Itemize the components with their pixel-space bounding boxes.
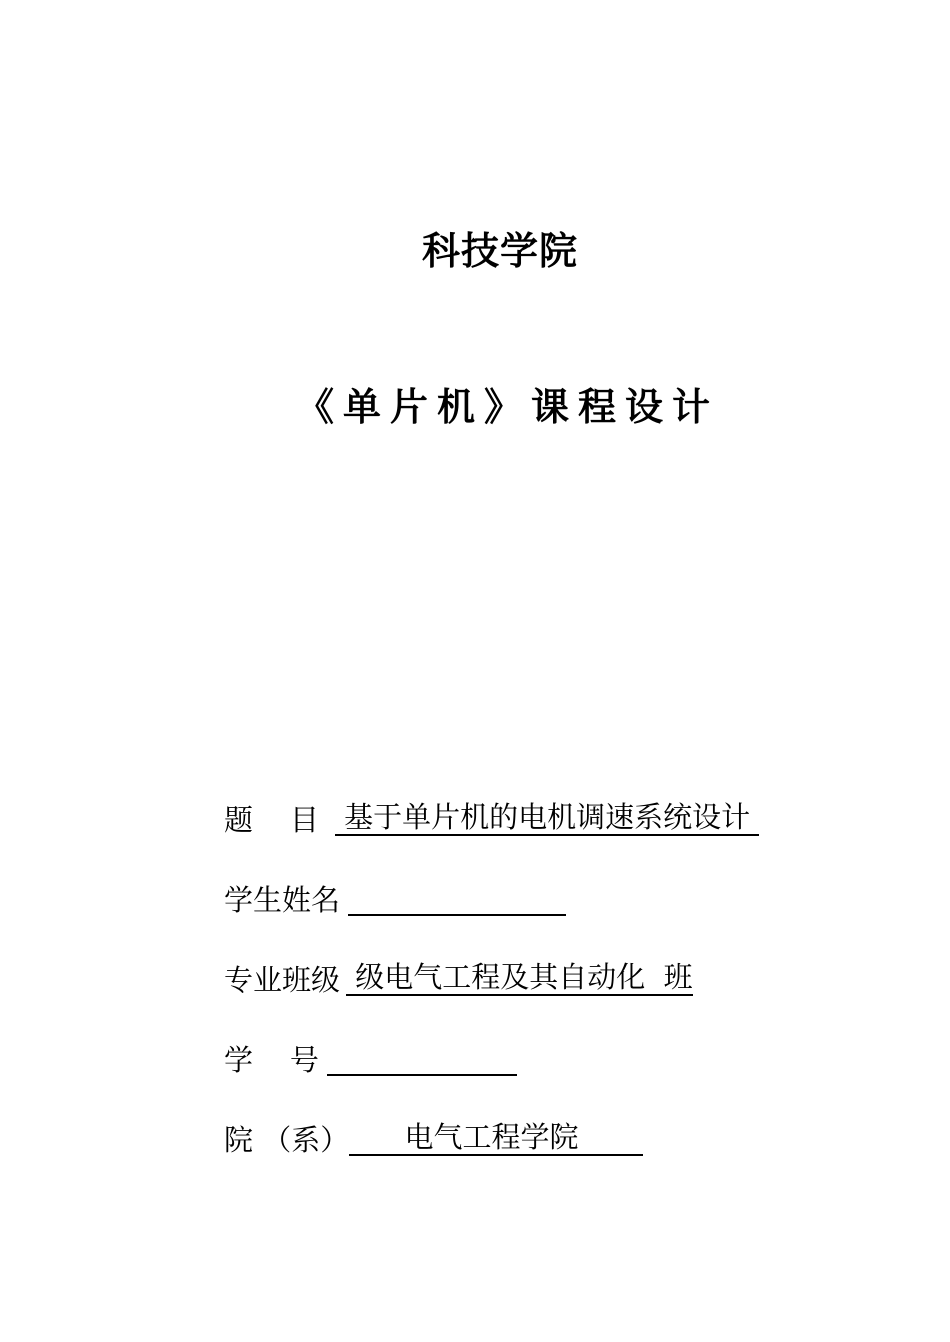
student-id-row xyxy=(224,1040,517,1080)
class-value: 级电气工程及其自动化 班 xyxy=(346,960,693,994)
class-label: 专业班级 xyxy=(224,963,341,997)
course-title: 《单片机》课程设计 xyxy=(295,384,719,429)
topic-label: 题 目 xyxy=(224,803,319,837)
student-name-field xyxy=(348,880,566,916)
topic-row xyxy=(224,800,759,840)
department-row xyxy=(224,1120,643,1160)
student-name-label: 学生姓名 xyxy=(224,883,341,917)
student-id-label: 学 号 xyxy=(224,1043,319,1077)
topic-value: 基于单片机的电机调速系统设计 xyxy=(334,800,760,834)
class-row xyxy=(224,960,693,1000)
school-name: 科技学院 xyxy=(421,229,578,273)
department-label: 院 （系） xyxy=(224,1123,350,1157)
student-name-row xyxy=(224,880,566,920)
student-id-field xyxy=(327,1040,517,1076)
department-value: 电气工程学院 xyxy=(349,1120,644,1154)
